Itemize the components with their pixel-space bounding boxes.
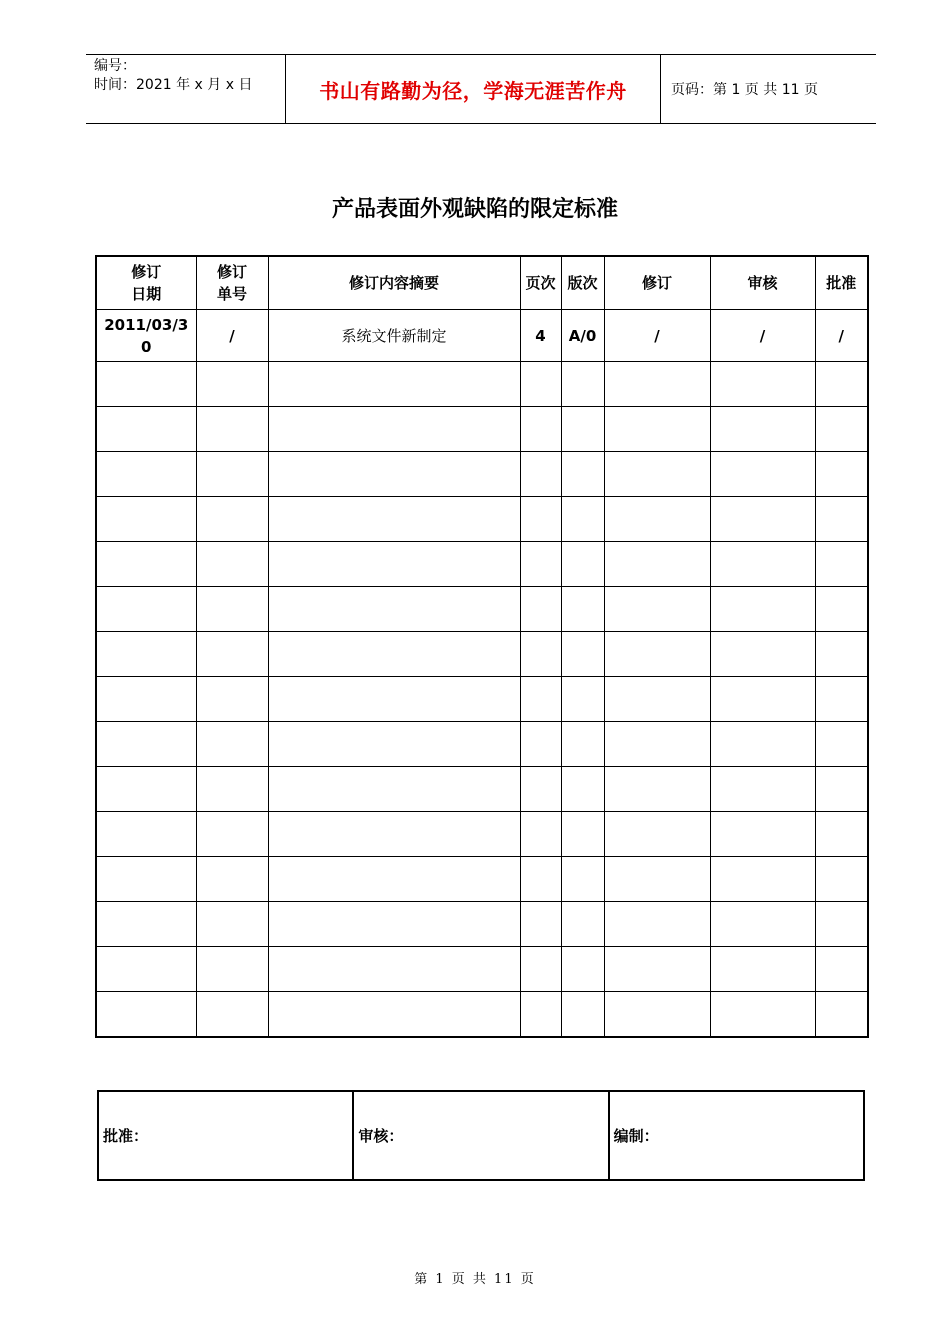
empty-cell: [268, 767, 520, 812]
table-row: [96, 452, 868, 497]
empty-cell: [268, 542, 520, 587]
empty-cell: [710, 632, 815, 677]
empty-cell: [268, 632, 520, 677]
empty-cell: [710, 542, 815, 587]
empty-cell: [815, 407, 868, 452]
empty-cell: [520, 452, 561, 497]
empty-cell: [196, 542, 268, 587]
col-header-version: 版次: [561, 256, 604, 310]
empty-cell: [604, 992, 710, 1038]
revision-table: [95, 255, 869, 1038]
empty-cell: [196, 587, 268, 632]
empty-cell: [196, 722, 268, 767]
empty-cell: [196, 407, 268, 452]
empty-cell: [268, 497, 520, 542]
empty-cell: [815, 722, 868, 767]
empty-cell: [96, 767, 196, 812]
header-page-info: 页码：第 1 页 共 11 页: [671, 82, 818, 98]
cell-pages: 4: [520, 310, 561, 362]
table-row: [96, 722, 868, 767]
signoff-review: 审核：: [353, 1091, 608, 1180]
empty-cell: [710, 812, 815, 857]
empty-cell: [96, 857, 196, 902]
empty-cell: [561, 362, 604, 407]
empty-cell: [96, 587, 196, 632]
empty-cell: [815, 902, 868, 947]
empty-cell: [604, 722, 710, 767]
empty-cell: [561, 767, 604, 812]
col-header-review: 审核: [710, 256, 815, 310]
table-row: [96, 677, 868, 722]
empty-cell: [96, 902, 196, 947]
empty-cell: [520, 857, 561, 902]
empty-cell: [604, 587, 710, 632]
empty-cell: [710, 677, 815, 722]
empty-cell: [96, 992, 196, 1038]
empty-cell: [196, 902, 268, 947]
empty-cell: [520, 767, 561, 812]
signoff-row: [98, 1091, 864, 1180]
empty-cell: [520, 722, 561, 767]
signoff-prepare: 编制：: [609, 1091, 864, 1180]
empty-cell: [604, 812, 710, 857]
empty-cell: [520, 632, 561, 677]
table-row: [96, 542, 868, 587]
empty-cell: [520, 497, 561, 542]
cell-approve: /: [815, 310, 868, 362]
empty-cell: [196, 812, 268, 857]
empty-cell: [520, 407, 561, 452]
empty-cell: [815, 452, 868, 497]
table-row: [96, 992, 868, 1038]
table-row: [96, 310, 868, 362]
empty-cell: [268, 902, 520, 947]
revision-table-header: [96, 256, 868, 310]
empty-cell: [710, 947, 815, 992]
col-header-revision-date: [96, 256, 196, 310]
empty-cell: [815, 632, 868, 677]
empty-cell: [520, 902, 561, 947]
empty-cell: [815, 947, 868, 992]
col-header-revision-date-line2: 日期: [131, 285, 162, 303]
cell-review: /: [710, 310, 815, 362]
empty-cell: [96, 542, 196, 587]
col-header-revise: 修订: [604, 256, 710, 310]
signoff-approve: 批准：: [98, 1091, 353, 1180]
empty-cell: [815, 497, 868, 542]
table-row: [96, 632, 868, 677]
empty-cell: [561, 812, 604, 857]
empty-cell: [96, 632, 196, 677]
empty-cell: [196, 947, 268, 992]
empty-cell: [520, 677, 561, 722]
col-header-revision-order-line1: 修订: [216, 263, 247, 281]
empty-cell: [561, 452, 604, 497]
empty-cell: [710, 767, 815, 812]
document-time: 时间：2021 年 x 月 x 日: [94, 77, 253, 93]
empty-cell: [561, 407, 604, 452]
empty-cell: [196, 767, 268, 812]
table-row: [96, 767, 868, 812]
empty-cell: [268, 947, 520, 992]
empty-cell: [268, 407, 520, 452]
empty-cell: [520, 362, 561, 407]
empty-cell: [268, 452, 520, 497]
empty-cell: [710, 362, 815, 407]
empty-cell: [815, 767, 868, 812]
empty-cell: [268, 722, 520, 767]
empty-cell: [268, 587, 520, 632]
empty-cell: [196, 497, 268, 542]
empty-cell: [815, 677, 868, 722]
empty-cell: [268, 857, 520, 902]
empty-cell: [710, 857, 815, 902]
empty-cell: [561, 902, 604, 947]
empty-cell: [96, 812, 196, 857]
empty-cell: [815, 542, 868, 587]
header-motto: 书山有路勤为径，学海无涯苦作舟: [319, 78, 627, 103]
empty-cell: [710, 587, 815, 632]
document-title: 产品表面外观缺陷的限定标准: [331, 196, 618, 222]
empty-cell: [561, 587, 604, 632]
empty-cell: [520, 587, 561, 632]
table-row: [96, 587, 868, 632]
empty-cell: [561, 857, 604, 902]
empty-cell: [520, 947, 561, 992]
empty-cell: [561, 722, 604, 767]
cell-summary: 系统文件新制定: [268, 310, 520, 362]
empty-cell: [196, 452, 268, 497]
empty-cell: [96, 677, 196, 722]
empty-cell: [815, 992, 868, 1038]
cell-version: A/0: [561, 310, 604, 362]
col-header-revision-order: [196, 256, 268, 310]
empty-cell: [604, 947, 710, 992]
document-number-label: 编号：: [94, 58, 136, 74]
document-header: [86, 54, 876, 124]
col-header-pages: 页次: [520, 256, 561, 310]
col-header-revision-date-line1: 修订: [131, 263, 162, 281]
empty-cell: [604, 407, 710, 452]
empty-cell: [561, 632, 604, 677]
empty-cell: [604, 632, 710, 677]
signoff-table: [97, 1090, 865, 1181]
cell-revise: /: [604, 310, 710, 362]
empty-cell: [815, 857, 868, 902]
table-row: [96, 857, 868, 902]
cell-revision-order: /: [196, 310, 268, 362]
empty-cell: [520, 812, 561, 857]
page-footer: 第 1 页 共 11 页: [414, 1272, 536, 1287]
empty-cell: [520, 542, 561, 587]
table-row: [96, 497, 868, 542]
empty-cell: [710, 452, 815, 497]
empty-cell: [604, 542, 710, 587]
col-header-approve: 批准: [815, 256, 868, 310]
empty-cell: [815, 587, 868, 632]
col-header-summary: 修订内容摘要: [268, 256, 520, 310]
empty-cell: [710, 992, 815, 1038]
empty-cell: [815, 812, 868, 857]
empty-cell: [268, 812, 520, 857]
empty-cell: [815, 362, 868, 407]
empty-cell: [96, 362, 196, 407]
empty-cell: [96, 947, 196, 992]
col-header-revision-order-line2: 单号: [216, 285, 247, 303]
cell-revision-date-line2: 0: [141, 337, 152, 356]
empty-cell: [604, 767, 710, 812]
empty-cell: [604, 497, 710, 542]
table-row: [96, 902, 868, 947]
empty-cell: [710, 407, 815, 452]
empty-cell: [196, 632, 268, 677]
empty-cell: [561, 542, 604, 587]
empty-cell: [604, 857, 710, 902]
empty-cell: [710, 902, 815, 947]
empty-cell: [268, 992, 520, 1038]
empty-cell: [96, 452, 196, 497]
empty-cell: [561, 677, 604, 722]
table-row: [96, 947, 868, 992]
empty-cell: [520, 992, 561, 1038]
empty-cell: [196, 362, 268, 407]
empty-cell: [561, 947, 604, 992]
empty-cell: [96, 722, 196, 767]
empty-cell: [268, 362, 520, 407]
empty-cell: [710, 722, 815, 767]
header-motto-cell: [286, 55, 661, 123]
empty-cell: [604, 362, 710, 407]
table-row: [96, 812, 868, 857]
header-meta: [86, 55, 286, 123]
empty-cell: [196, 992, 268, 1038]
empty-cell: [604, 677, 710, 722]
empty-cell: [561, 497, 604, 542]
cell-revision-date: [96, 310, 196, 362]
empty-cell: [268, 677, 520, 722]
empty-cell: [96, 497, 196, 542]
empty-cell: [604, 902, 710, 947]
table-row: [96, 407, 868, 452]
empty-cell: [196, 857, 268, 902]
table-row: [96, 362, 868, 407]
empty-cell: [604, 452, 710, 497]
empty-cell: [710, 497, 815, 542]
empty-cell: [96, 407, 196, 452]
empty-cell: [196, 677, 268, 722]
cell-revision-date-line1: 2011/03/3: [104, 315, 189, 334]
empty-cell: [561, 992, 604, 1038]
